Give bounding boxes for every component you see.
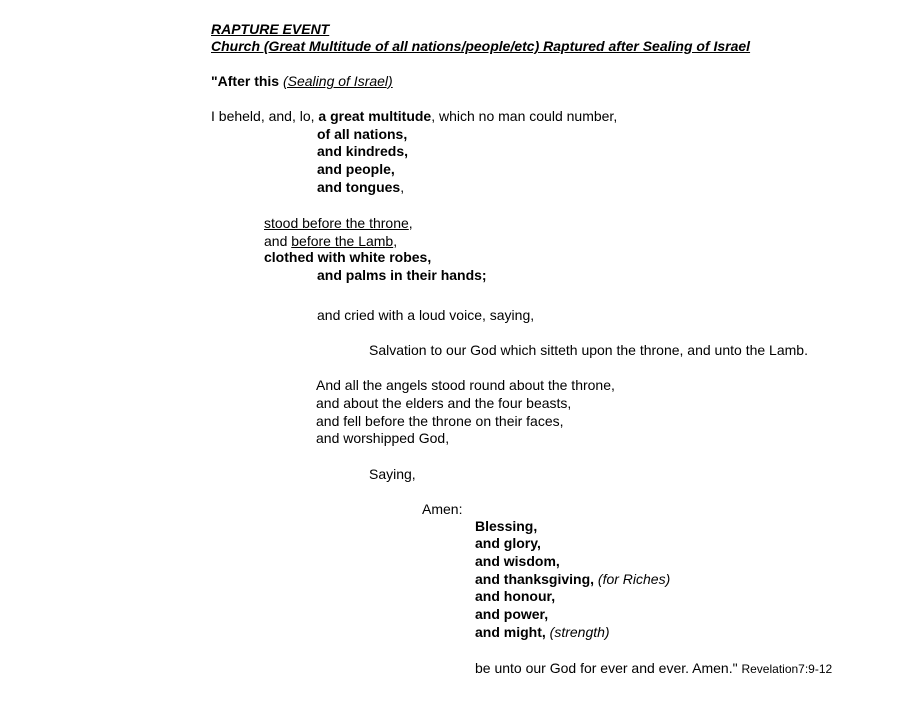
people-line: and people, <box>317 161 395 177</box>
glory-line: and glory, <box>475 535 541 551</box>
salvation-line: Salvation to our God which sitteth upon the throne, and unto the Lamb. <box>369 342 808 358</box>
great-multitude-text: a great multitude <box>318 108 432 124</box>
beheld-end: , which no man could number, <box>431 108 618 124</box>
intro-line <box>211 72 393 90</box>
might-line <box>475 623 610 641</box>
fell-line: and fell before the throne on their faces, <box>316 413 564 429</box>
power-line: and power, <box>475 606 549 622</box>
saying-line: Saying, <box>369 466 416 482</box>
closing-text: be unto our God for ever and ever. Amen." <box>475 660 738 676</box>
kindreds-line: and kindreds, <box>317 143 409 159</box>
and-text: and <box>264 233 288 249</box>
nations-line: of all nations, <box>317 126 408 142</box>
scripture-reference: Revelation7:9-12 <box>741 662 833 676</box>
thanksgiving-text: and thanksgiving, <box>475 571 595 587</box>
elders-line: and about the elders and the four beasts, <box>316 395 572 411</box>
palms-line: and palms in their hands; <box>317 267 487 283</box>
tongues-line <box>317 178 404 196</box>
document-subtitle: Church (Great Multitude of all nations/people/etc) Raptured after Sealing of Israel <box>211 38 751 54</box>
blessing-line: Blessing, <box>475 518 538 534</box>
beheld-line <box>211 107 617 125</box>
cried-line: and cried with a loud voice, saying, <box>317 307 535 323</box>
document-title: RAPTURE EVENT <box>211 21 330 37</box>
worshipped-line: and worshipped God, <box>316 430 450 446</box>
thanksgiving-line <box>475 570 670 588</box>
angels-line: And all the angels stood round about the throne, <box>316 377 615 393</box>
riches-note: (for Riches) <box>597 571 671 587</box>
amen-line: Amen: <box>422 501 463 517</box>
stood-comma: , <box>408 215 413 231</box>
sealing-note: (Sealing of Israel) <box>282 73 393 89</box>
beheld-start: I beheld, and, lo, <box>211 108 315 124</box>
clothed-line: clothed with white robes, <box>264 249 432 265</box>
wisdom-line: and wisdom, <box>475 553 560 569</box>
after-this-text: "After this <box>211 73 280 89</box>
stood-text: stood before the throne <box>264 215 409 231</box>
tongues-text: and tongues <box>317 179 401 195</box>
before-lamb-text: before the Lamb <box>291 233 394 249</box>
lamb-comma: , <box>393 233 398 249</box>
might-text: and might, <box>475 624 546 640</box>
strength-note: (strength) <box>549 624 610 640</box>
closing-line <box>475 659 832 678</box>
stood-line <box>264 214 413 232</box>
tongues-comma: , <box>400 179 405 195</box>
honour-line: and honour, <box>475 588 556 604</box>
